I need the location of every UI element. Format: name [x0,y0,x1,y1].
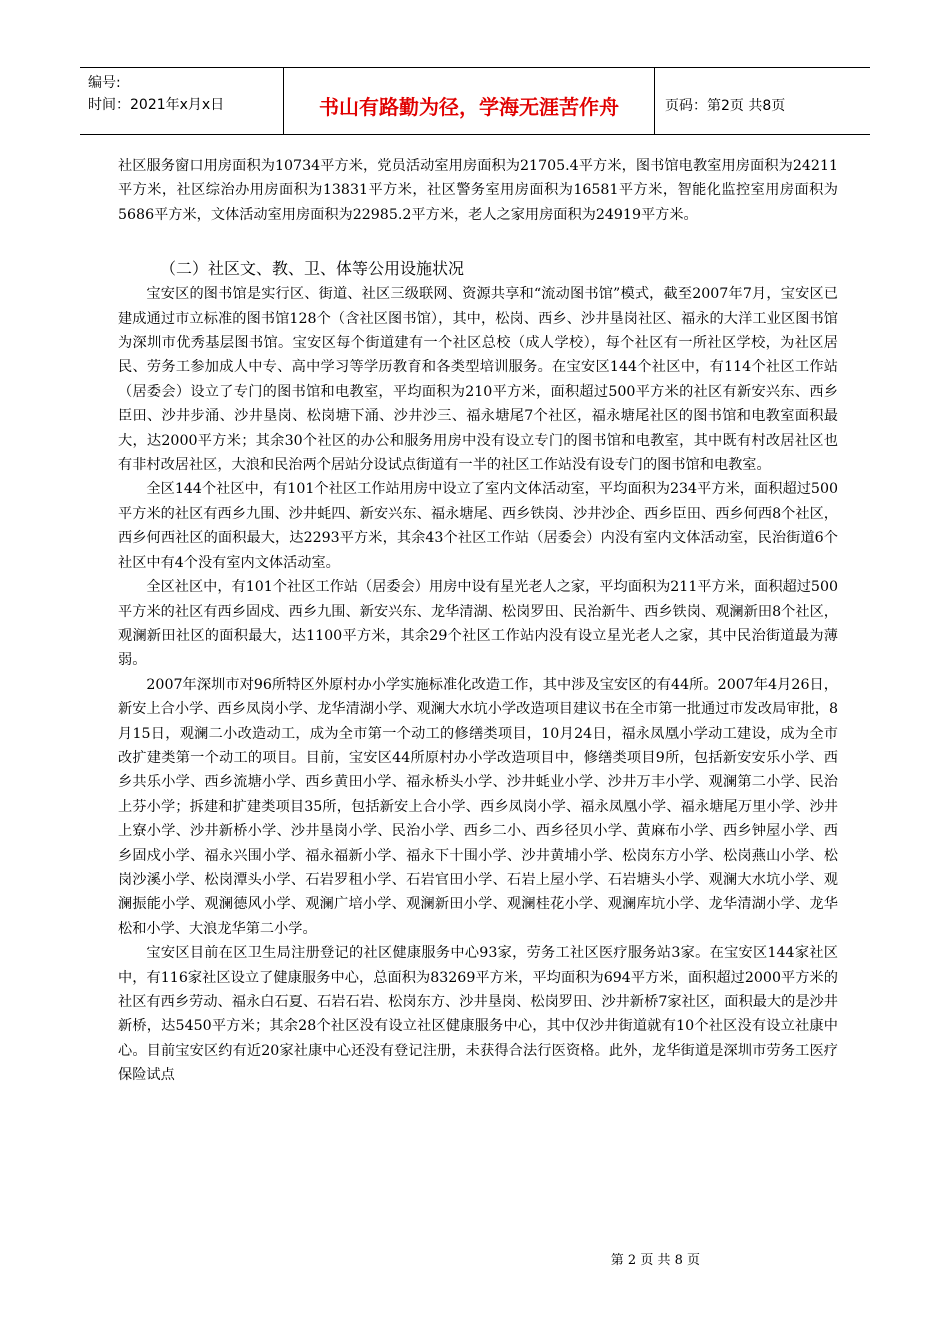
paragraph: 宝安区目前在区卫生局注册登记的社区健康服务中心93家，劳务工社区医疗服务站3家。在宝安区144家社区中，有116家社区设立了健康服务中心，总面积为83269平方米，平均面积为694平方米，面积超过2000平方米的社区有西乡劳动、福永白石夏、石岩石岩、松岗东方、沙井垦岗、松岗罗田、沙井新桥7家社区，面积最大的是沙井新桥，达5450平方米；其余28个社区没有设立社区健康服务中心，其中仅沙井街道就有10个社区没有设立社康中心。目前宝安区约有近20家社康中心还没有登记注册，未获得合法行医资格。此外，龙华街道是深圳市劳务工医疗保险试点 [118,945,838,1084]
code-label: 编号: [88,75,121,91]
paragraph: 全区144个社区中，有101个社区工作站用房中设立了室内文体活动室，平均面积为234平方米，面积超过500平方米的社区有西乡九围、沙井蚝四、新安兴东、福永塘尾、西乡铁岗、沙井沙企、西乡臣田、西乡何西8个社区，西乡何西社区的面积最大，达2293平方米，其余43个社区工作站（居委会）内没有室内文体活动室，民治街道6个社区中有4个没有室内文体活动室。 [118,481,838,571]
paragraph: 全区社区中，有101个社区工作站（居委会）用房中设有星光老人之家，平均面积为211平方米，面积超过500平方米的社区有西乡固戍、西乡九围、新安兴东、龙华清湖、松岗罗田、民治新牛、西乡铁岗、观澜新田8个社区，观澜新田社区的面积最大，达1100平方米，其余29个社区工作站内没有设立星光老人之家，其中民治街道最为薄弱。 [118,579,838,669]
paragraph: 社区服务窗口用房面积为10734平方米，党员活动室用房面积为21705.4平方米，图书馆电教室用房面积为24211平方米，社区综治办用房面积为13831平方米，社区警务室用房面积为16581平方米，智能化监控室用房面积为5686平方米，文体活动室用房面积为22985.2平方米，老人之家用房面积为24919平方米。 [118,158,838,223]
footer-page-number: 第 2 页 共 8 页 [610,1253,700,1268]
page-footer [0,1249,950,1268]
page-header [80,67,870,135]
paragraph: 2007年深圳市对96所特区外原村办小学实施标准化改造工作，其中涉及宝安区的有44所。2007年4月26日，新安上合小学、西乡凤岗小学、龙华清湖小学、观澜大水坑小学改造项目建议书在全市第一批通过市发改局审批，8月15日，观澜二小改造动工，成为全市第一个动工的修缮类项目，10月24日，福永凤凰小学动工建设，成为全市改扩建类第一个动工的项目。目前，宝安区44所原村办小学改造项目中，修缮类项目9所，包括新安安乐小学、西乡共乐小学、西乡流塘小学、西乡黄田小学、福永桥头小学、沙井蚝业小学、沙井万丰小学、观澜第二小学、民治上芬小学；拆建和扩建类项目35所，包括新安上合小学、西乡凤岗小学、福永凤凰小学、福永塘尾万里小学、沙井上寮小学、沙井新桥小学、沙井垦岗小学、民治小学、西乡二小、西乡径贝小学、黄麻布小学、西乡钟屋小学、西乡固戍小学、福永兴围小学、福永福新小学、福永下十围小学、沙井黄埔小学、松岗东方小学、松岗燕山小学、松岗沙溪小学、松岗潭头小学、石岩罗租小学、石岩官田小学、石岩上屋小学、石岩塘头小学、观澜大水坑小学、观澜振能小学、观澜德风小学、观澜广培小学、观澜新田小学、观澜桂花小学、观澜库坑小学、龙华清湖小学、龙华松和小学、大浪龙华第二小学。 [118,676,838,937]
paragraph: 宝安区的图书馆是实行区、街道、社区三级联网、资源共享和“流动图书馆”模式，截至2007年7月，宝安区已建成通过市立标准的图书馆128个（含社区图书馆），其中，松岗、西乡、沙井垦岗社区、福永的大洋工业区图书馆为深圳市优秀基层图书馆。宝安区每个街道建有一个社区总校（成人学校），每个社区有一所社区学校，为社区居民、劳务工参加成人中专、高中学习等学历教育和各类型培训服务。在宝安区144个社区中，有114个社区工作站（居委会）设立了专门的图书馆和电教室，平均面积为210平方米，面积超过500平方米的社区有新安兴东、西乡臣田、沙井步涌、沙井垦岗、松岗塘下涌、沙井沙三、福永塘尾7个社区，福永塘尾社区的图书馆和电教室面积最大，达2000平方米；其余30个社区的办公和服务用房中没有设立专门的图书馆和电教室，其中既有村改居社区也有非村改居社区，大浪和民治两个居站分设试点街道有一半的社区工作站没有设专门的图书馆和电教室。 [118,286,838,474]
section-heading: （二）社区文、教、卫、体等公用设施状况 [160,259,465,279]
header-motto: 书山有路勤为径，学海无涯苦作舟 [284,68,655,134]
document-body [118,154,838,1088]
header-meta [80,68,284,134]
header-page-label: 页码：第2页 共8页 [665,98,786,114]
time-label: 时间：2021年x月x日 [88,97,225,113]
